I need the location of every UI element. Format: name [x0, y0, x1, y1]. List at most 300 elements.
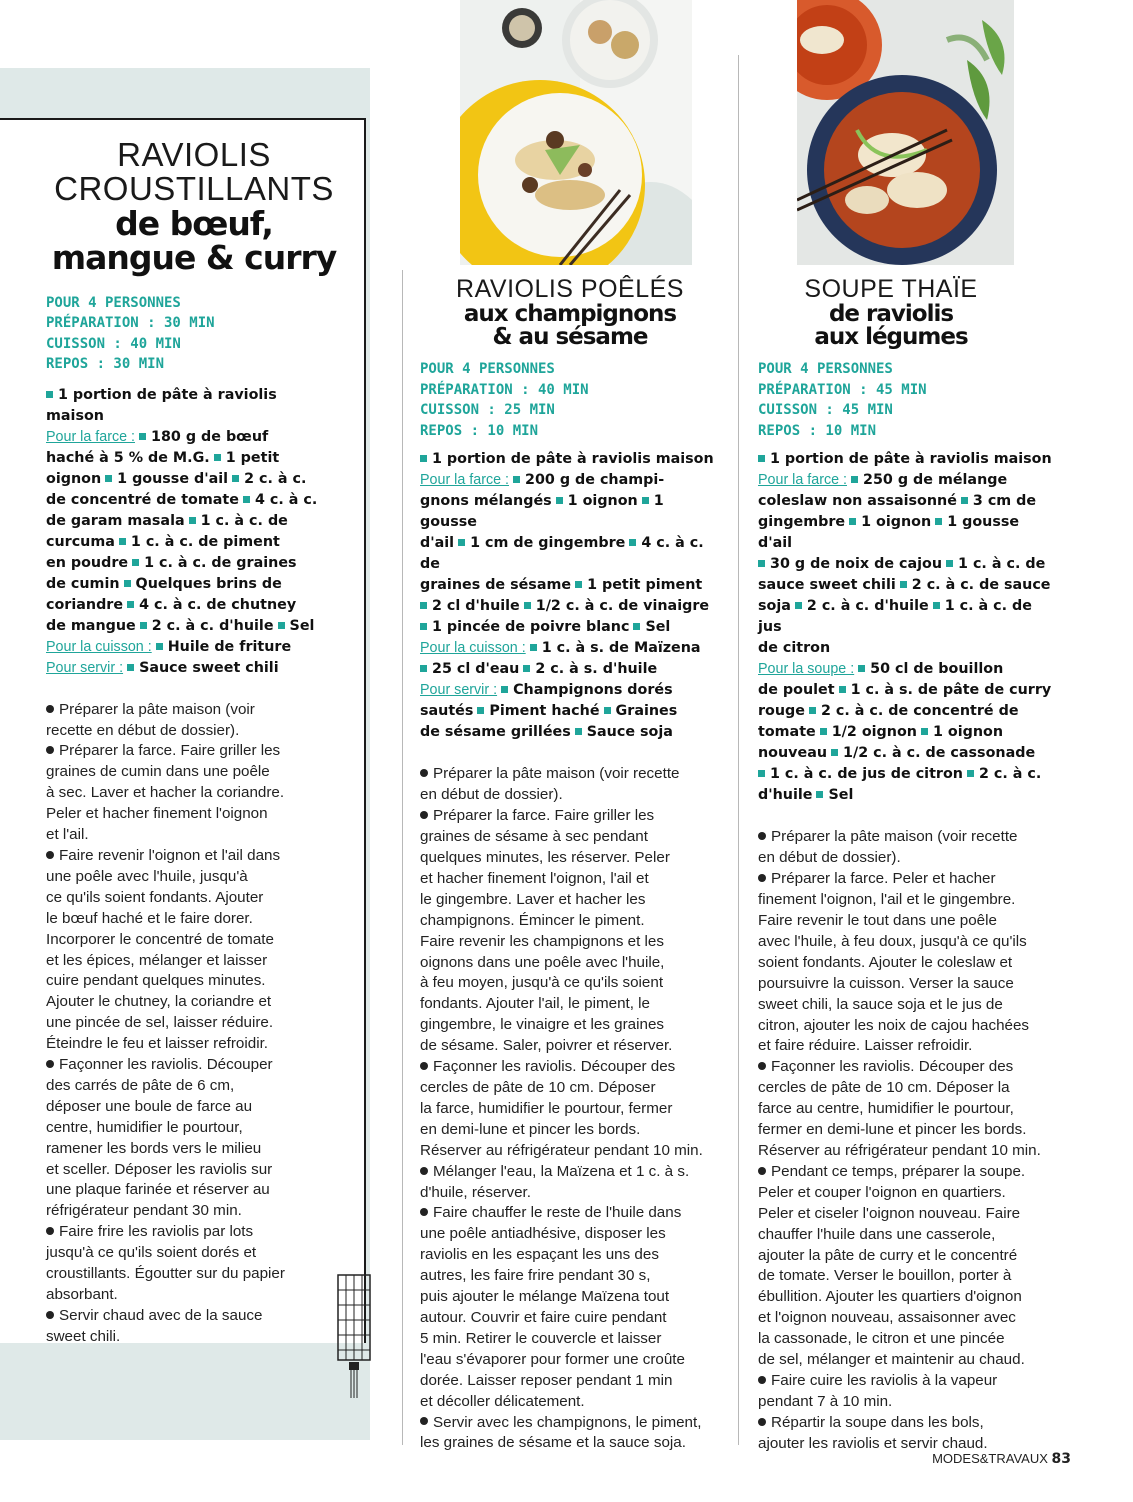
ingredient: en poudre	[46, 554, 129, 571]
bullet-square-icon	[961, 497, 968, 504]
bullet-square-icon	[140, 622, 147, 629]
step-line	[420, 1287, 720, 1308]
step-text: Préparer la farce. Peler et hacher	[771, 870, 996, 888]
bullet-square-icon	[119, 538, 126, 545]
bullet-square-icon	[156, 643, 163, 650]
ingredient: d'ail	[420, 535, 455, 552]
step-line	[46, 951, 342, 972]
ingredient: 1 gousse d'ail	[758, 514, 1020, 552]
cook-time: CUISSON : 45 MIN	[758, 402, 893, 419]
bullet-square-icon	[127, 601, 134, 608]
rest-time: REPOS : 30 MIN	[46, 356, 165, 373]
step-text: Faire revenir les champignons et les	[420, 932, 664, 950]
step-line	[46, 1222, 342, 1243]
ingredient: 2 cl d'huile	[432, 598, 520, 615]
ingredient: 2 c. à c. d'huile	[151, 617, 274, 634]
step-line	[758, 1225, 1058, 1246]
rest-time: REPOS : 10 MIN	[758, 422, 877, 439]
step-line	[758, 1413, 1058, 1434]
bullet-dot-icon	[420, 1167, 428, 1175]
ingredient: 4 c. à c. de	[420, 535, 704, 573]
ingredient: 1 c. à s. de pâte de curry	[850, 682, 1052, 699]
step-line	[46, 1264, 342, 1285]
rest-time: REPOS : 10 MIN	[420, 422, 539, 439]
ingredient: 2 c. à c. d'huile	[806, 598, 929, 615]
photo-soupe-thaie	[797, 0, 1014, 265]
ingredient: 180 g de bœuf	[151, 428, 269, 445]
bullet-square-icon	[816, 791, 823, 798]
ingredient: Champignons dorés	[513, 682, 673, 699]
step-text: le bœuf haché et le faire dorer.	[46, 909, 253, 927]
step-line	[46, 1201, 342, 1222]
ingredient: de mangue	[46, 617, 136, 634]
ingredient: 2 c. à c.	[244, 470, 307, 487]
step-text: graines de cumin dans une poêle	[46, 763, 270, 781]
bullet-square-icon	[530, 644, 537, 651]
page-number: 83	[1051, 1451, 1071, 1467]
bullet-square-icon	[132, 559, 139, 566]
step-line	[46, 1139, 342, 1160]
bullet-square-icon	[523, 665, 530, 672]
step-line	[46, 1160, 342, 1181]
recipe-1-meta	[46, 293, 342, 375]
step-text: avec l'huile, à feu doux, jusqu'à ce qu'ils	[758, 932, 1027, 950]
step-text: Incorporer le concentré de tomate	[46, 930, 274, 948]
section-label-servir: Pour servir :	[46, 659, 124, 676]
ingredient: 1 c. à c. de jus	[758, 598, 1032, 636]
step-text: de sel, mélanger et maintenir au chaud.	[758, 1351, 1025, 1369]
recipe-2-title-bold1: aux champignons	[463, 300, 677, 327]
step-text: Éteindre le feu et laisser refroidir.	[46, 1035, 269, 1053]
step-line	[758, 827, 1058, 848]
step-line	[758, 890, 1058, 911]
bullet-square-icon	[420, 623, 427, 630]
photo-raviolis-poeles	[460, 0, 692, 265]
step-line	[46, 1097, 342, 1118]
step-line	[46, 1306, 342, 1327]
recipe-3-title-bold2: aux légumes	[814, 323, 968, 350]
step-line	[758, 911, 1058, 932]
ingredient: 1 petit	[225, 449, 280, 466]
step-text: le gingembre. Laver et hacher les	[420, 890, 646, 908]
step-line	[758, 1016, 1058, 1037]
step-line	[46, 1327, 342, 1348]
bullet-square-icon	[851, 476, 858, 483]
ingredient: Sel	[289, 617, 315, 634]
step-line	[46, 762, 342, 783]
step-text: Façonner les raviolis. Découper des	[433, 1058, 676, 1076]
step-text: Faire revenir le tout dans une poêle	[758, 912, 997, 930]
step-text: et les épices, mélanger et laisser	[46, 951, 268, 969]
step-text: dorée. Laisser reposer pendant 1 min	[420, 1371, 673, 1389]
bullet-square-icon	[629, 539, 636, 546]
bullet-square-icon	[820, 728, 827, 735]
ingredient: 4 c. à c.	[254, 491, 318, 508]
ingredient: Graines	[615, 703, 678, 720]
bullet-dot-icon	[758, 1167, 766, 1175]
ingredient: 1 gousse d'ail	[117, 470, 229, 487]
step-line	[46, 867, 342, 888]
step-line	[758, 1057, 1058, 1078]
ingredient: 1 portion de pâte à raviolis maison	[770, 451, 1052, 468]
step-line	[420, 785, 720, 806]
ingredient: 1 oignon	[861, 514, 932, 531]
step-text: champignons. Émincer le piment.	[420, 911, 645, 929]
ingredient: 50 cl de bouillon	[870, 661, 1004, 678]
recipe-2-title-line1: RAVIOLIS POÊLÉS	[456, 275, 684, 303]
step-text: l'eau s'évaporer pour former une croûte	[420, 1350, 685, 1368]
step-text: Préparer la pâte maison (voir recette	[771, 828, 1018, 846]
step-text: Peler et ciseler l'oignon nouveau. Faire	[758, 1204, 1021, 1222]
step-text: centre, humidifier le pourtour,	[46, 1118, 243, 1136]
step-line	[758, 1266, 1058, 1287]
section-label-farce: Pour la farce :	[758, 472, 847, 489]
bullet-square-icon	[420, 602, 427, 609]
step-line	[420, 1329, 720, 1350]
column-divider	[402, 270, 403, 1445]
bullet-square-icon	[933, 602, 940, 609]
bullet-dot-icon	[46, 851, 54, 859]
bullet-square-icon	[575, 581, 582, 588]
step-text: cercles de pâte de 10 cm. Déposer la	[758, 1079, 1010, 1097]
step-line	[758, 1036, 1058, 1057]
step-line	[420, 1141, 720, 1162]
step-line	[46, 992, 342, 1013]
step-line	[758, 953, 1058, 974]
step-line	[46, 888, 342, 909]
step-line	[46, 971, 342, 992]
step-line	[758, 1162, 1058, 1183]
bullet-square-icon	[189, 517, 196, 524]
step-text: finement l'oignon, l'ail et le gingembre.	[758, 891, 1016, 909]
step-text: citron, ajouter les noix de cajou hachées	[758, 1016, 1030, 1034]
step-line	[758, 1287, 1058, 1308]
step-line	[420, 806, 720, 827]
step-line	[420, 1392, 720, 1413]
bullet-dot-icon	[758, 1062, 766, 1070]
ingredient: graines de sésame	[420, 577, 572, 594]
step-text: Peler et couper l'oignon en quartiers.	[758, 1183, 1006, 1201]
step-line	[758, 1078, 1058, 1099]
step-text: Faire frire les raviolis par lots	[59, 1223, 254, 1241]
step-line	[758, 1350, 1058, 1371]
step-text: en début de dossier).	[420, 786, 563, 804]
step-text: Préparer la pâte maison (voir recette	[433, 765, 680, 783]
bullet-dot-icon	[46, 705, 54, 713]
bullet-square-icon	[214, 454, 221, 461]
step-text: Peler et hacher finement l'oignon	[46, 805, 268, 823]
recipe-2-ingredients	[420, 449, 720, 743]
step-text: quelques minutes, les réserver. Peler	[420, 849, 670, 867]
bullet-square-icon	[458, 539, 465, 546]
step-text: fondants. Ajouter l'ail, le piment, le	[420, 995, 650, 1013]
ingredient: d'huile	[758, 787, 813, 804]
step-line	[46, 783, 342, 804]
step-line	[420, 1433, 720, 1454]
step-line	[420, 994, 720, 1015]
step-line	[758, 869, 1058, 890]
ingredient: 2 c. à c.	[978, 766, 1042, 783]
step-text: Façonner les raviolis. Découper	[59, 1056, 273, 1074]
step-text: de sésame. Saler, poivrer et réserver.	[420, 1037, 673, 1055]
ingredient: 30 g de noix de cajou	[770, 556, 943, 573]
bullet-dot-icon	[420, 1062, 428, 1070]
step-line	[758, 995, 1058, 1016]
step-text: Réserver au réfrigérateur pendant 10 min.	[420, 1141, 703, 1159]
ingredient: gingembre	[758, 514, 846, 531]
bullet-square-icon	[420, 455, 427, 462]
step-text: ramener les bords vers le milieu	[46, 1139, 262, 1157]
recipe-3-title-line1: SOUPE THAÏE	[804, 275, 978, 303]
ingredient: 1 portion de pâte à raviolis	[58, 386, 277, 403]
recipe-2-title-bold2: & au sésame	[492, 323, 648, 350]
bullet-square-icon	[243, 496, 250, 503]
servings: POUR 4 PERSONNES	[758, 361, 893, 378]
recipe-1-title-bold1: de bœuf,	[115, 204, 273, 244]
page-footer	[932, 1451, 1071, 1467]
ingredient: de citron	[758, 640, 831, 657]
step-line	[420, 1099, 720, 1120]
step-line	[420, 869, 720, 890]
section-label-farce: Pour la farce :	[46, 428, 135, 445]
step-text: Réserver au réfrigérateur pendant 10 min.	[758, 1142, 1041, 1159]
step-text: Ajouter le chutney, la coriandre et	[46, 993, 272, 1011]
step-text: ajouter les raviolis et servir chaud.	[758, 1434, 988, 1452]
ingredient: nouveau	[758, 745, 828, 762]
ingredient: Sel	[828, 787, 854, 804]
step-text: et l'oignon nouveau, assaisonner avec	[758, 1309, 1016, 1327]
step-line	[758, 1141, 1058, 1162]
ingredient: sauce sweet chili	[758, 577, 896, 594]
step-line	[46, 741, 342, 762]
step-text: Faire revenir l'oignon et l'ail dans	[59, 846, 281, 864]
servings: POUR 4 PERSONNES	[420, 361, 555, 378]
step-text: Servir chaud avec de la sauce	[59, 1306, 263, 1324]
step-text: des carrés de pâte de 6 cm,	[46, 1076, 235, 1094]
step-line	[420, 1308, 720, 1329]
bullet-square-icon	[935, 518, 942, 525]
ingredient: oignon	[46, 470, 102, 487]
ingredient: de cumin	[46, 575, 120, 592]
step-text: une pincée de sel, laisser réduire.	[46, 1014, 274, 1032]
bullet-square-icon	[967, 770, 974, 777]
recipe-1-title-bold2: mangue & curry	[51, 237, 337, 277]
ingredient: 1/2 c. à c. de cassonade	[843, 745, 1036, 762]
step-text: et faire réduire. Laisser refroidir.	[758, 1037, 973, 1055]
step-line	[758, 932, 1058, 953]
step-text: jusqu'à ce qu'ils soient dorés et	[46, 1244, 257, 1262]
ingredient: 1 petit piment	[587, 577, 703, 594]
step-text: et l'ail.	[46, 826, 89, 844]
step-text: croustillants. Égoutter sur du papier	[46, 1265, 285, 1283]
step-line	[420, 953, 720, 974]
servings: POUR 4 PERSONNES	[46, 294, 181, 311]
recipe-1-ingredients	[46, 385, 342, 679]
step-line	[758, 1371, 1058, 1392]
step-line	[420, 1203, 720, 1224]
step-text: et hacher finement l'oignon, l'ail et	[420, 869, 649, 887]
ingredient: Sel	[645, 619, 671, 636]
ingredient: 2 c. à c. de sauce	[911, 577, 1051, 594]
recipe-1	[46, 138, 342, 1348]
bullet-dot-icon	[420, 769, 428, 777]
step-line	[46, 1034, 342, 1055]
bullet-dot-icon	[420, 811, 428, 819]
ingredient: de sésame grillées	[420, 724, 571, 741]
ingredient: maison	[46, 407, 104, 424]
step-text: cuire pendant quelques minutes.	[46, 972, 266, 990]
step-text: poursuivre la cuisson. Verser la sauce	[758, 974, 1014, 992]
step-line	[420, 1371, 720, 1392]
step-line	[420, 932, 720, 953]
step-line	[758, 1329, 1058, 1350]
step-line	[420, 764, 720, 785]
bullet-square-icon	[513, 476, 520, 483]
bullet-square-icon	[124, 580, 131, 587]
step-line	[46, 846, 342, 867]
ingredient: 1 cm de gingembre	[470, 535, 626, 552]
step-text: oignons dans une poêle avec l'huile,	[420, 953, 665, 971]
ingredient: 1 c. à c. de graines	[144, 554, 297, 571]
step-line	[420, 911, 720, 932]
step-text: réfrigérateur pendant 30 min.	[46, 1202, 242, 1220]
step-line	[46, 909, 342, 930]
bullet-square-icon	[477, 707, 484, 714]
step-line	[758, 1392, 1058, 1413]
step-line	[758, 1246, 1058, 1267]
step-text: puis ajouter le mélange Maïzena tout	[420, 1288, 670, 1306]
ingredient: haché à 5 % de M.G.	[46, 449, 210, 466]
step-line	[420, 1266, 720, 1287]
step-text: ajouter la pâte de curry et le concentré	[758, 1246, 1018, 1264]
step-text: autres, les faire frire pendant 30 s,	[420, 1267, 651, 1285]
section-label-servir: Pour servir :	[420, 682, 498, 699]
step-line	[420, 1015, 720, 1036]
step-line	[420, 827, 720, 848]
section-label-cuisson: Pour la cuisson :	[46, 638, 152, 655]
step-text: Préparer la pâte maison (voir	[59, 700, 255, 718]
magazine-name: MODES&TRAVAUX	[932, 1451, 1048, 1466]
step-text: et sceller. Déposer les raviolis sur	[46, 1160, 273, 1178]
step-line	[46, 1243, 342, 1264]
bullet-square-icon	[575, 728, 582, 735]
bullet-square-icon	[849, 518, 856, 525]
step-line	[420, 1162, 720, 1183]
step-text: les graines de sésame et la sauce soja.	[420, 1434, 686, 1452]
prep-time: PRÉPARATION : 45 MIN	[758, 381, 927, 398]
ingredient: rouge	[758, 703, 805, 720]
ingredient: Quelques brins de	[135, 575, 282, 592]
cook-time: CUISSON : 40 MIN	[46, 335, 181, 352]
bullet-square-icon	[758, 770, 765, 777]
ingredient: gnons mélangés	[420, 493, 552, 510]
ingredient: soja	[758, 598, 791, 615]
bullet-dot-icon	[758, 1376, 766, 1384]
step-text: gingembre, le vinaigre et les graines	[420, 1016, 664, 1034]
bullet-square-icon	[642, 497, 649, 504]
recipe-3-steps	[758, 827, 1058, 1454]
ingredient: de poulet	[758, 682, 835, 699]
step-text: graines de sésame à sec pendant	[420, 828, 648, 846]
bullet-square-icon	[921, 728, 928, 735]
bullet-dot-icon	[46, 1060, 54, 1068]
ingredient: Piment haché	[489, 703, 600, 720]
step-text: et décoller délicatement.	[420, 1392, 585, 1410]
step-line	[46, 700, 342, 721]
step-text: 5 min. Retirer le couvercle et laisser	[420, 1329, 662, 1347]
bullet-square-icon	[758, 560, 765, 567]
recipe-1-title-line2: CROUSTILLANTS	[54, 169, 334, 207]
step-line	[420, 1350, 720, 1371]
ingredient: coriandre	[46, 596, 124, 613]
step-text: déposer une boule de farce au	[46, 1097, 253, 1115]
step-line	[46, 1180, 342, 1201]
step-text: autour. Couvrir et faire cuire pendant	[420, 1308, 667, 1326]
step-text: soient fondants. Ajouter le coleslaw et	[758, 953, 1013, 971]
step-text: pendant 7 à 10 min.	[758, 1392, 893, 1410]
step-text: de tomate. Verser le bouillon, porter à	[758, 1267, 1012, 1285]
recipe-3-title-bold1: de raviolis	[828, 300, 954, 327]
ingredient: Sauce sweet chili	[139, 659, 279, 676]
bullet-square-icon	[139, 433, 146, 440]
bullet-dot-icon	[46, 1311, 54, 1319]
ingredient: 250 g de mélange	[863, 472, 1008, 489]
ingredient: 2 c. à c. de concentré de	[820, 703, 1019, 720]
prep-time: PRÉPARATION : 30 MIN	[46, 315, 215, 332]
step-line	[46, 1118, 342, 1139]
step-text: une plaque farinée et réserver au	[46, 1181, 270, 1199]
bullet-dot-icon	[46, 746, 54, 754]
step-text: d'huile, réserver.	[420, 1183, 531, 1201]
step-line	[758, 1183, 1058, 1204]
ingredient: de garam masala	[46, 512, 185, 529]
ingredient: 1 gousse	[420, 493, 664, 531]
bullet-dot-icon	[420, 1417, 428, 1425]
step-text: recette en début de dossier).	[46, 721, 240, 739]
prep-time: PRÉPARATION : 40 MIN	[420, 381, 589, 398]
step-text: Mélanger l'eau, la Maïzena et 1 c. à s.	[433, 1162, 690, 1180]
bullet-square-icon	[858, 665, 865, 672]
step-text: en début de dossier).	[758, 849, 901, 867]
ingredient: curcuma	[46, 533, 115, 550]
ingredient: tomate	[758, 724, 816, 741]
recipe-1-title-line1: RAVIOLIS	[117, 136, 271, 173]
bullet-dot-icon	[420, 1208, 428, 1216]
step-line	[46, 721, 342, 742]
bullet-square-icon	[420, 665, 427, 672]
bullet-square-icon	[556, 497, 563, 504]
bullet-square-icon	[278, 622, 285, 629]
bullet-dot-icon	[758, 874, 766, 882]
step-line	[420, 1183, 720, 1204]
section-label-soupe: Pour la soupe :	[758, 661, 855, 678]
bullet-square-icon	[604, 707, 611, 714]
recipe-1-steps	[46, 700, 342, 1348]
bullet-square-icon	[633, 623, 640, 630]
recipe-3-meta	[758, 359, 1058, 441]
ingredient: Huile de friture	[167, 638, 292, 655]
step-text: Préparer la farce. Faire griller les	[433, 807, 655, 825]
bullet-square-icon	[105, 475, 112, 482]
ingredient: 1/2 oignon	[831, 724, 917, 741]
ingredient: sautés	[420, 703, 474, 720]
recipe-2-meta	[420, 359, 720, 441]
column-divider	[738, 55, 739, 1445]
ingredient: 1 c. à s. de Maïzena	[541, 640, 701, 657]
step-line	[46, 1013, 342, 1034]
step-line	[420, 1413, 720, 1434]
bullet-square-icon	[831, 749, 838, 756]
